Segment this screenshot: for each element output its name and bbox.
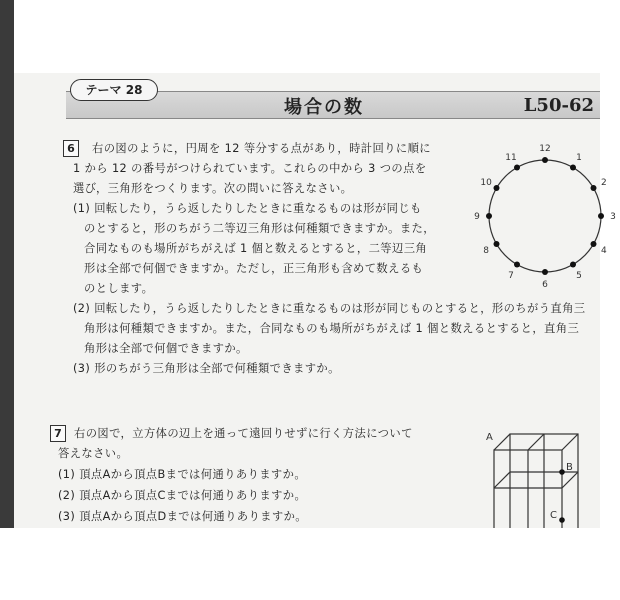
circle-point-6 [542, 269, 548, 275]
q6-intro-line-1: 右の図のように，円周を 12 等分する点があり，時計回りに順に [92, 142, 431, 155]
vertex-b-dot [559, 469, 565, 475]
textbook-page [14, 73, 616, 528]
circle-point-4 [590, 241, 596, 247]
background-left [0, 0, 14, 600]
q6-sub2-line-2: 角形は何種類できますか。また，合同なものも場所がちがえば 1 個と数えるとすると，直角三 [84, 322, 580, 335]
page-title: 場合の数 [284, 97, 364, 118]
circle-point-11 [514, 165, 520, 171]
cube-label-a: A [486, 432, 493, 443]
cube-diagram [470, 428, 600, 538]
circle-label-9: 9 [474, 212, 480, 222]
twelve-point-circle-diagram [470, 139, 620, 289]
theme-badge: テーマ 28 [70, 79, 158, 101]
circle-label-7: 7 [508, 270, 514, 281]
bottom-background [0, 528, 600, 600]
circle-outline [489, 160, 601, 272]
q6-sub1-line-1: (1) 回転したり，うら返したりしたときに重なるものは形が同じも [73, 202, 422, 215]
cube-label-c: C [550, 510, 557, 521]
q7-sub3: (3) 頂点Aから頂点Dまでは何通りありますか。 [58, 510, 307, 523]
circle-label-4: 4 [601, 246, 607, 256]
q6-sub1-line-2: のとすると，形のちがう二等辺三角形は何種類できますか。また， [84, 222, 435, 235]
circle-label-1: 1 [576, 153, 582, 164]
q6-intro-line-2: 1 から 12 の番号がつけられています。これらの中から 3 つの点を [73, 162, 427, 175]
q7-sub2: (2) 頂点Aから頂点Cまでは何通りありますか。 [58, 489, 307, 502]
circle-label-10: 10 [480, 178, 492, 188]
q6-sub1-line-3: 合同なものも場所がちがえば 1 個と数えるとすると，二等辺三角 [84, 242, 428, 255]
q6-sub2-line-1: (2) 回転したり，うら返したりしたときに重なるものは形が同じものとすると，形のちがう直角三 [73, 302, 586, 315]
q6-sub3: (3) 形のちがう三角形は全部で何種類できますか。 [73, 362, 340, 375]
circle-point-7 [514, 261, 520, 267]
circle-point-5 [570, 261, 576, 267]
circle-point-1 [570, 165, 576, 171]
circle-point-10 [494, 185, 500, 191]
circle-point-2 [590, 185, 596, 191]
circle-label-8: 8 [483, 246, 489, 256]
q6-sub1-line-4: 形は全部で何個できますか。ただし，正三角形も含めて数えるも [84, 262, 424, 275]
circle-point-8 [494, 241, 500, 247]
question-7-number: 7 [50, 425, 66, 442]
vertex-c-dot [559, 517, 565, 523]
q6-intro-line-3: 選び，三角形をつくります。次の問いに答えなさい。 [73, 182, 353, 195]
circle-point-12 [542, 157, 548, 163]
page-code: L50-62 [523, 95, 594, 116]
cube-label-b: B [566, 462, 573, 473]
q6-sub2-line-3: 角形は全部で何個できますか。 [84, 342, 248, 355]
circle-label-5: 5 [576, 270, 582, 281]
circle-label-11: 11 [505, 153, 517, 164]
circle-label-12: 12 [539, 144, 551, 154]
circle-label-2: 2 [601, 178, 607, 188]
q7-intro-line-2: 答えなさい。 [58, 447, 129, 460]
circle-point-9 [486, 213, 492, 219]
q6-sub1-line-5: のとします。 [84, 282, 154, 295]
circle-point-3 [598, 213, 604, 219]
circle-label-3: 3 [610, 212, 616, 222]
question-6-number: 6 [63, 140, 79, 157]
q7-sub1: (1) 頂点Aから頂点Bまでは何通りありますか。 [58, 468, 307, 481]
circle-label-6: 6 [542, 280, 548, 290]
q7-intro-line-1: 右の図で，立方体の辺上を通って遠回りせずに行く方法について [74, 427, 413, 440]
